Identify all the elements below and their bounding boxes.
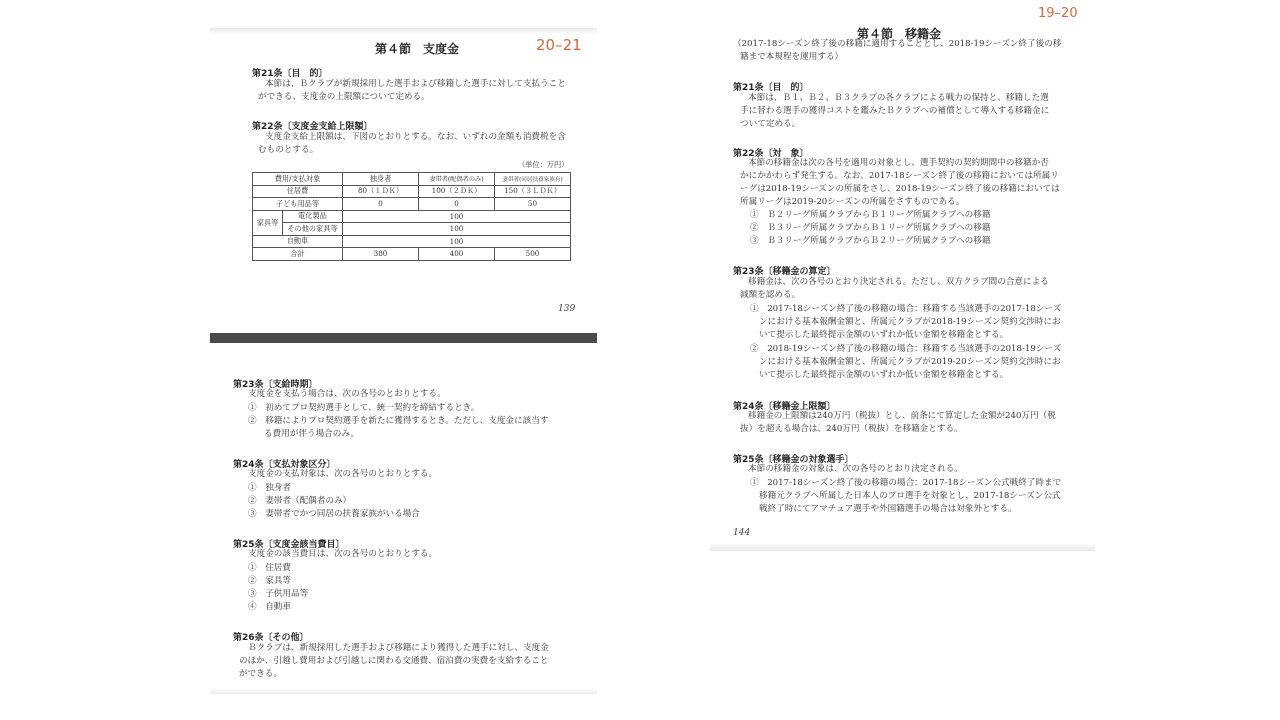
table-row bbox=[253, 248, 571, 261]
table-cell: 0 bbox=[343, 198, 419, 211]
table-cell: 80（１ＤＫ） bbox=[343, 185, 419, 198]
right-art23-line-1: 移籍金は、次の各号のとおり決定される。ただし、双方クラブ間の合意による bbox=[748, 277, 1049, 287]
left-lower-bottom-edge bbox=[210, 688, 597, 694]
table-cell: 独身者 bbox=[343, 173, 419, 186]
table-row bbox=[253, 223, 571, 236]
right-art23-line-5: いて提示した最終提示金額のいずれか低い金額を移籍金とする。 bbox=[759, 330, 1009, 340]
allowance-table bbox=[252, 172, 571, 261]
left-lower-art25-line-2: ① 住居費 bbox=[248, 563, 291, 573]
right-art23-line-4: ンにおける基本報酬金額と、所属元クラブが2018-19シーズン契約交渉時にお bbox=[759, 317, 1061, 327]
table-cell: 150（３ＬＤＫ） bbox=[495, 185, 571, 198]
right-art23-line-6: ② 2018-19シーズン終了後の移籍の場合：移籍する当該選手の2018-19シーズ bbox=[750, 344, 1062, 354]
table-cell: 100（２ＤＫ） bbox=[419, 185, 495, 198]
table-cell: 妻帯者(配偶者のみ) bbox=[419, 173, 495, 186]
right-section-title: 第４節 移籍金 bbox=[857, 27, 942, 41]
right-art21-line-1: 本節は、Ｂ１、Ｂ２、Ｂ３クラブの各クラブによる戦力の保持と、移籍した選 bbox=[748, 93, 1049, 103]
left-lower-art25-line-1: 支度金の該当費目は、次の各号のとおりとする。 bbox=[248, 549, 438, 559]
table-row bbox=[253, 210, 571, 223]
left-upper-section-title: 第４節 支度金 bbox=[375, 42, 460, 56]
left-lower-art24-line-3: ② 妻帯者（配偶者のみ） bbox=[248, 496, 352, 506]
right-intro-line-1: （2017-18シーズン終了後の移籍に適用することとし、2018-19シーズン終了後の移 bbox=[733, 39, 1062, 49]
left-lower-art23-line-3: ② 移籍によりプロ契約選手を新たに獲得するとき。ただし、支度金に該当す bbox=[248, 416, 549, 426]
right-art21-head: 第21条〔目 的〕 bbox=[733, 83, 809, 93]
table-cell: 費用/支払対象 bbox=[253, 173, 343, 186]
left-upper-page-tag: 20–21 bbox=[536, 36, 582, 54]
left-upper-art21-line-2: ができる、支度金の上限額について定める。 bbox=[258, 92, 430, 102]
left-lower-art25-line-3: ② 家具等 bbox=[248, 576, 291, 586]
right-art22-line-6: ② Ｂ３リーグ所属クラブからＢ１リーグ所属クラブへの移籍 bbox=[750, 223, 991, 233]
left-lower-art24-line-4: ③ 妻帯者でかつ同居の扶養家族がいる場合 bbox=[248, 509, 420, 519]
right-art22-line-4: 所属リーグは2019-20シーズンの所属をさすものである。 bbox=[740, 197, 965, 207]
right-art24-head: 第24条〔移籍金上限額〕 bbox=[733, 402, 836, 412]
left-upper-art21-line-1: 本節は、Ｂクラブが新規採用した選手および移籍した選手に対して支払うこと bbox=[265, 79, 566, 89]
right-art25-line-1: 本節の移籍金の対象は、次の各号のとおり決定される。 bbox=[748, 464, 963, 474]
table-row bbox=[253, 173, 571, 186]
left-lower-art23-line-2: ① 初めてプロ契約選手として、統一契約を締結するとき。 bbox=[248, 403, 480, 413]
left-lower-art26-head: 第26条〔その他〕 bbox=[233, 633, 309, 643]
table-cell: 380 bbox=[343, 248, 419, 261]
right-art24-line-2: 抜）を超える場合は、240万円（税抜）を移籍金とする。 bbox=[740, 424, 963, 434]
left-lower-art26-line-2: のほか、引越し費用および引越しに関わる交通費、宿泊費の実費を支給すること bbox=[239, 656, 549, 666]
left-lower-art26-line-3: ができる。 bbox=[239, 669, 282, 679]
table-unit: （単位：万円） bbox=[518, 160, 569, 169]
right-art23-head: 第23条〔移籍金の算定〕 bbox=[733, 267, 836, 277]
table-cell: その他の家具等 bbox=[283, 223, 343, 236]
table-cell: 妻帯者(同居扶養家族有) bbox=[495, 173, 571, 186]
right-intro-line-2: 籍まで本規程を運用する） bbox=[740, 52, 844, 62]
right-art21-line-3: ついて定める。 bbox=[740, 119, 801, 129]
right-art23-line-3: ① 2017-18シーズン終了後の移籍の場合：移籍する当該選手の2017-18シーズ bbox=[750, 304, 1062, 314]
left-lower-art25-line-5: ④ 自動車 bbox=[248, 602, 291, 612]
right-art22-line-1: 本節の移籍金は次の各号を適用の対象とし、選手契約の契約期間中の移籍か否 bbox=[748, 158, 1049, 168]
table-cell: 100 bbox=[343, 223, 571, 236]
table-cell: 自動車 bbox=[253, 235, 343, 248]
left-upper-art21-head: 第21条〔目 的〕 bbox=[252, 69, 328, 79]
right-art25-line-3: 移籍元クラブへ所属した日本人のプロ選手を対象とし、2017-18シーズン公式 bbox=[759, 491, 1061, 501]
left-lower-art23-line-4: る費用が伴う場合のみ。 bbox=[264, 429, 360, 439]
right-art23-line-2: 減額を認める。 bbox=[740, 290, 801, 300]
right-art25-line-2: ① 2017-18シーズン終了後の移籍の場合：2017-18シーズン公式戦終了時まで bbox=[750, 478, 1062, 488]
right-art23-line-8: いて提示した最終提示金額のいずれか低い金額を移籍金とする。 bbox=[759, 370, 1009, 380]
left-upper-art22-head: 第22条〔支度金支給上限額〕 bbox=[252, 122, 373, 132]
left-lower-art24-line-1: 支度金の支払対象は、次の各号のとおりとする。 bbox=[248, 469, 438, 479]
table-cell: 0 bbox=[419, 198, 495, 211]
right-art22-line-2: かにかかわらず発生する。なお、2017-18シーズン終了後の移籍においては所属リ bbox=[740, 171, 1059, 181]
right-page-bottom-edge bbox=[710, 543, 1095, 551]
left-lower-art25-head: 第25条〔支度金該当費目〕 bbox=[233, 540, 345, 550]
table-cell: 100 bbox=[343, 235, 571, 248]
right-art22-line-7: ③ Ｂ３リーグ所属クラブからＢ２リーグ所属クラブへの移籍 bbox=[750, 236, 991, 246]
table-row bbox=[253, 198, 571, 211]
right-page-number: 144 bbox=[733, 528, 751, 538]
left-upper-art22-line-2: むものとする。 bbox=[258, 145, 319, 155]
right-art25-head: 第25条〔移籍金の対象選手〕 bbox=[733, 455, 854, 465]
left-lower-art26-line-1: Ｂクラブは、新規採用した選手および移籍により獲得した選手に対し、支度金 bbox=[248, 643, 549, 653]
right-art25-line-4: 戦終了時にてアマチュア選手や外国籍選手の場合は対象外とする。 bbox=[759, 504, 1017, 514]
left-lower-art23-head: 第23条〔支給時期〕 bbox=[233, 380, 318, 390]
table-cell: 400 bbox=[419, 248, 495, 261]
table-cell: 50 bbox=[495, 198, 571, 211]
table-cell: 子ども用品等 bbox=[253, 198, 343, 211]
table-row bbox=[253, 185, 571, 198]
page-separator bbox=[210, 333, 597, 343]
right-art22-line-5: ① Ｂ２リーグ所属クラブからＢ１リーグ所属クラブへの移籍 bbox=[750, 210, 991, 220]
table-cell: 500 bbox=[495, 248, 571, 261]
right-page-tag: 19–20 bbox=[1038, 6, 1078, 21]
left-lower-art23-line-1: 支度金を支払う場合は、次の各号のとおりとする。 bbox=[248, 389, 446, 399]
table-cell: 合計 bbox=[253, 248, 343, 261]
table-cell: 電化製品 bbox=[283, 210, 343, 223]
table-cell: 100 bbox=[343, 210, 571, 223]
table-row bbox=[253, 235, 571, 248]
left-upper-art22-line-1: 支度金支給上限額は、下図のとおりとする。なお、いずれの金額も消費税を含 bbox=[265, 132, 566, 142]
right-art22-line-3: ーグは2018-19シーズンの所属をさし、2018-19シーズン終了後の移籍においては bbox=[740, 184, 1060, 194]
left-upper-page-number: 139 bbox=[558, 304, 576, 314]
left-lower-art25-line-4: ③ 子供用品等 bbox=[248, 589, 309, 599]
right-art24-line-1: 移籍金の上限額は240万円（税抜）とし、前条にて算定した金額が240万円（税 bbox=[748, 411, 1056, 421]
right-art23-line-7: ンにおける基本報酬金額と、所属元クラブが2019-20シーズン契約交渉時にお bbox=[759, 357, 1061, 367]
right-art21-line-2: 手に替わる選手の獲得コストを鑑みたＢクラブへの補償として導入する移籍金に bbox=[740, 106, 1050, 116]
left-lower-art24-head: 第24条〔支払対象区分〕 bbox=[233, 460, 336, 470]
table-cell: 住居費 bbox=[253, 185, 343, 198]
right-art22-head: 第22条〔対 象〕 bbox=[733, 149, 809, 159]
table-cell: 家具等 bbox=[253, 210, 283, 235]
left-lower-art24-line-2: ① 独身者 bbox=[248, 483, 291, 493]
